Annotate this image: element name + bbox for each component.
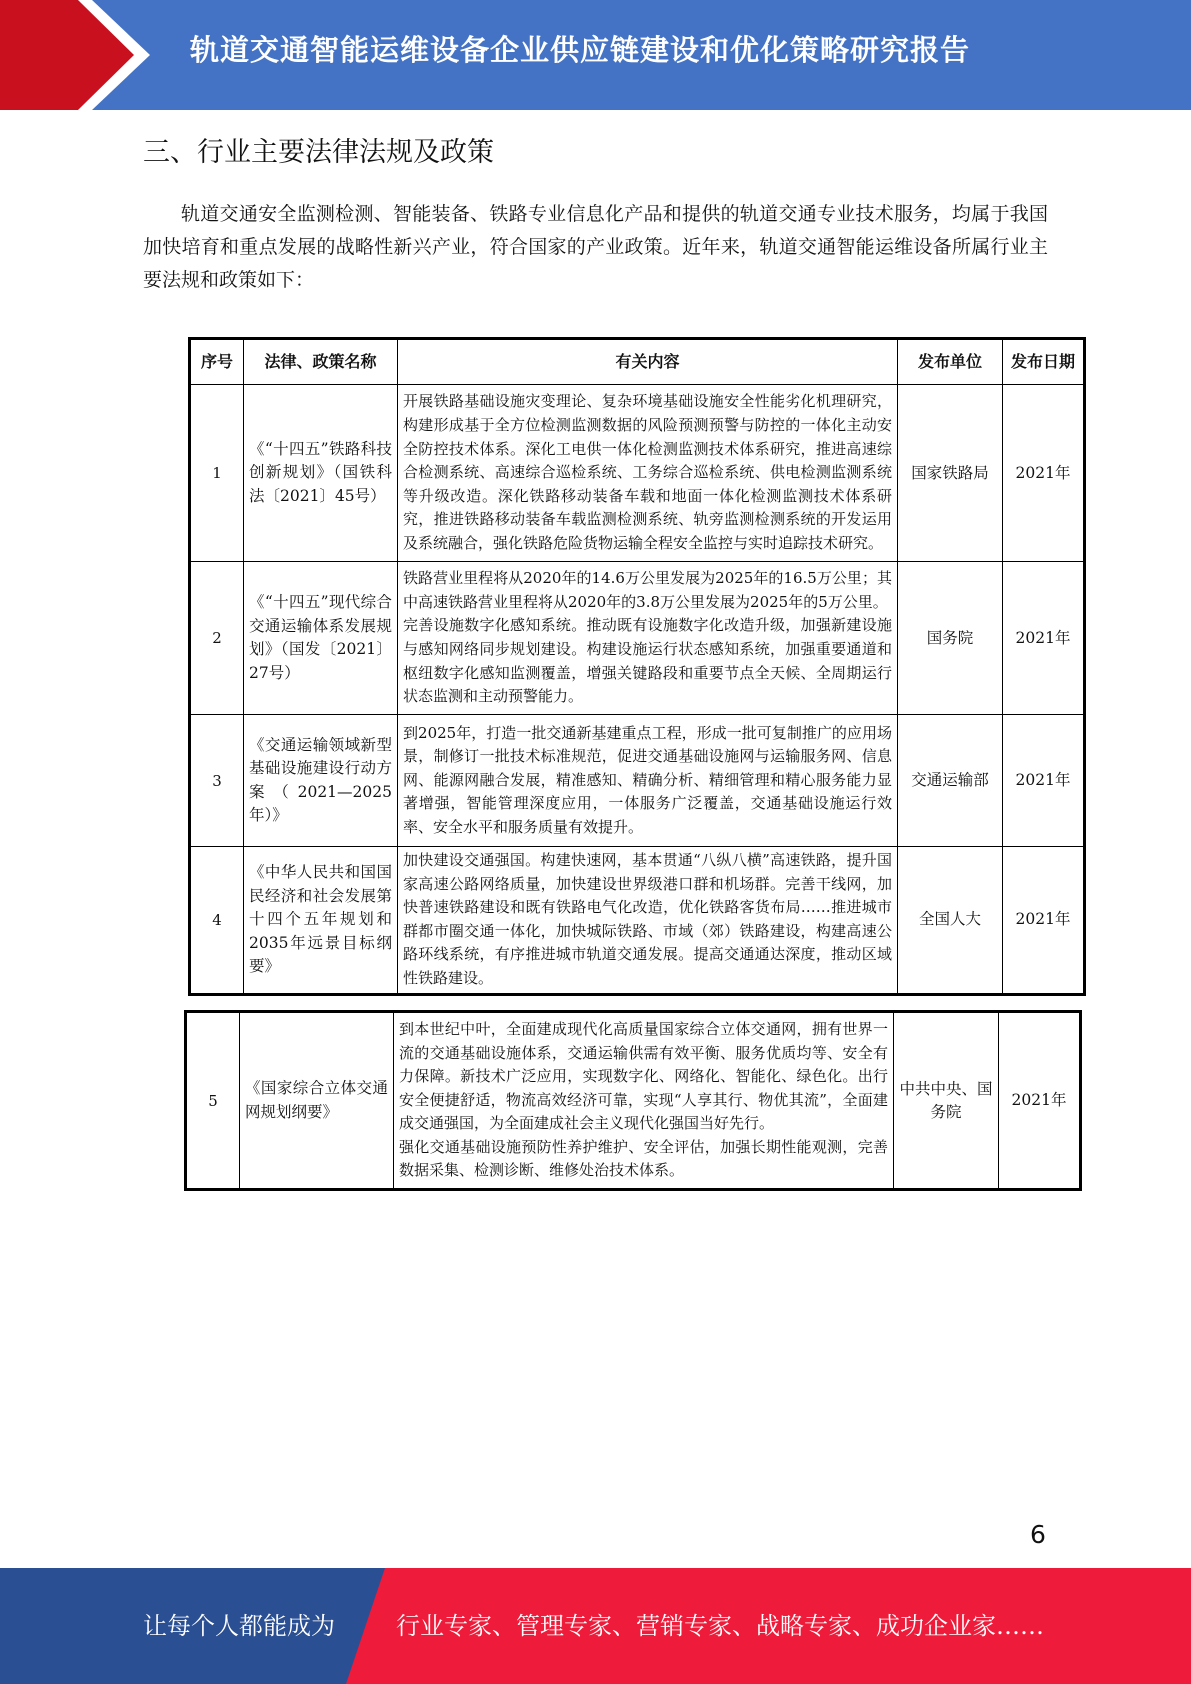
cell-content xyxy=(394,1012,894,1190)
cell-date: 2021年 xyxy=(1003,847,1085,995)
cell-content: 加快建设交通强国。构建快速网，基本贯通“八纵八横”高速铁路，提升国家高速公路网络质量，加快建设世界级港口群和机场群。完善干线网，加快普速铁路建设和既有铁路电气化改造，优化铁路客货布局……推进城市群都市圈交通一体化，加快城际铁路、市域（郊）铁路建设，构建高速公路环线系统，有序推进城市轨道交通发展。提高交通通达深度，推动区域性铁路建设。 xyxy=(398,847,898,995)
cell-policy-name: 《“十四五”现代综合交通运输体系发展规划》（国发〔2021〕27号） xyxy=(244,562,398,715)
content-paragraph: 铁路营业里程将从2020年的14.6万公里发展为2025年的16.5万公里；其中高速铁路营业里程将从2020年的3.8万公里发展为2025年的5万公里。 完善设施数字化感知系统。推动既有设施数字化改造升级，加强新建设施与感知网络同步规划建设。构建设施运行状态感知系统，加强重要通道和枢纽数字化感知监测覆盖，增强关键路段和重要节点全天候、全周期运行状态监测和主动预警能力。 xyxy=(403,569,892,706)
table-row xyxy=(186,1012,1081,1190)
header-content: 有关内容 xyxy=(398,339,898,385)
cell-org: 国家铁路局 xyxy=(898,385,1003,562)
table-row xyxy=(190,847,1085,995)
page-footer xyxy=(0,1568,1191,1684)
table-header-row xyxy=(190,339,1085,385)
cell-num: 3 xyxy=(190,715,244,847)
header-num: 序号 xyxy=(190,339,244,385)
cell-num: 5 xyxy=(186,1012,240,1190)
cell-content: 到2025年，打造一批交通新基建重点工程，形成一批可复制推广的应用场景，制修订一批技术标准规范，促进交通基础设施网与运输服务网、信息网、能源网融合发展，精准感知、精确分析、精细管理和精心服务能力显著增强，智能管理深度应用，一体服务广泛覆盖，交通基础设施运行效率、安全水平和服务质量有效提升。 xyxy=(398,715,898,847)
footer-slogan-right: 行业专家、管理专家、营销专家、战略专家、成功企业家…… xyxy=(396,1612,1044,1640)
cell-date: 2021年 xyxy=(1003,385,1085,562)
intro-paragraph: 轨道交通安全监测检测、智能装备、铁路专业信息化产品和提供的轨道交通专业技术服务，均属于我国加快培育和重点发展的战略性新兴产业，符合国家的产业政策。近年来，轨道交通智能运维设备所属行业主要法规和政策如下： xyxy=(143,203,1048,291)
cell-policy-name: 《交通运输领域新型基础设施建设行动方案（2021—2025年）》 xyxy=(244,715,398,847)
table-row xyxy=(190,715,1085,847)
footer-slogan-left: 让每个人都能成为 xyxy=(143,1612,335,1640)
cell-policy-name: 《“十四五”铁路科技创新规划》（国铁科法〔2021〕45号） xyxy=(244,385,398,562)
cell-num: 4 xyxy=(190,847,244,995)
cell-num: 1 xyxy=(190,385,244,562)
content-paragraph: 到本世纪中叶，全面建成现代化高质量国家综合立体交通网，拥有世界一流的交通基础设施体系，交通运输供需有效平衡、服务优质均等、安全有力保障。新技术广泛应用，实现数字化、网络化、智能化、绿色化。出行安全便捷舒适，物流高效经济可靠，实现“人享其行、物优其流”，全面建成交通强国，为全面建成社会主义现代化强国当好先行。 强化交通基础设施预防性养护维护、安全评估，加强长期性能观测，完善数据采集、检测诊断、维修处治技术体系。 xyxy=(399,1019,888,1180)
cell-org: 全国人大 xyxy=(898,847,1003,995)
page-number: 6 xyxy=(1030,1520,1046,1549)
page-header xyxy=(0,0,1191,110)
section-title: 三、行业主要法律法规及政策 xyxy=(143,137,494,168)
header-org: 发布单位 xyxy=(898,339,1003,385)
cell-content xyxy=(398,562,898,715)
policy-table xyxy=(188,337,1086,996)
header-date: 发布日期 xyxy=(1003,339,1085,385)
header-arrow-decoration xyxy=(0,0,160,110)
report-title: 轨道交通智能运维设备企业供应链建设和优化策略研究报告 xyxy=(190,33,971,67)
cell-policy-name: 《中华人民共和国国民经济和社会发展第十四个五年规划和2035年远景目标纲要》 xyxy=(244,847,398,995)
cell-org: 中共中央、国务院 xyxy=(894,1012,999,1190)
policy-table-continued xyxy=(184,1010,1082,1191)
cell-org: 交通运输部 xyxy=(898,715,1003,847)
cell-date: 2021年 xyxy=(1003,562,1085,715)
cell-date: 2021年 xyxy=(999,1012,1081,1190)
cell-policy-name: 《国家综合立体交通网规划纲要》 xyxy=(240,1012,394,1190)
cell-date: 2021年 xyxy=(1003,715,1085,847)
header-name: 法律、政策名称 xyxy=(244,339,398,385)
cell-num: 2 xyxy=(190,562,244,715)
cell-content: 开展铁路基础设施灾变理论、复杂环境基础设施安全性能劣化机理研究，构建形成基于全方位检测监测数据的风险预测预警与防控的一体化主动安全防控技术体系。深化工电供一体化检测监测技术体系研究，推进高速综合检测系统、高速综合巡检系统、工务综合巡检系统、供电检测监测系统等升级改造。深化铁路移动装备车载和地面一体化检测监测技术体系研究，推进铁路移动装备车载监测检测系统、轨旁监测检测系统的开发运用及系统融合，强化铁路危险货物运输全程安全监控与实时追踪技术研究。 xyxy=(398,385,898,562)
cell-org: 国务院 xyxy=(898,562,1003,715)
table-row xyxy=(190,385,1085,562)
table-row xyxy=(190,562,1085,715)
